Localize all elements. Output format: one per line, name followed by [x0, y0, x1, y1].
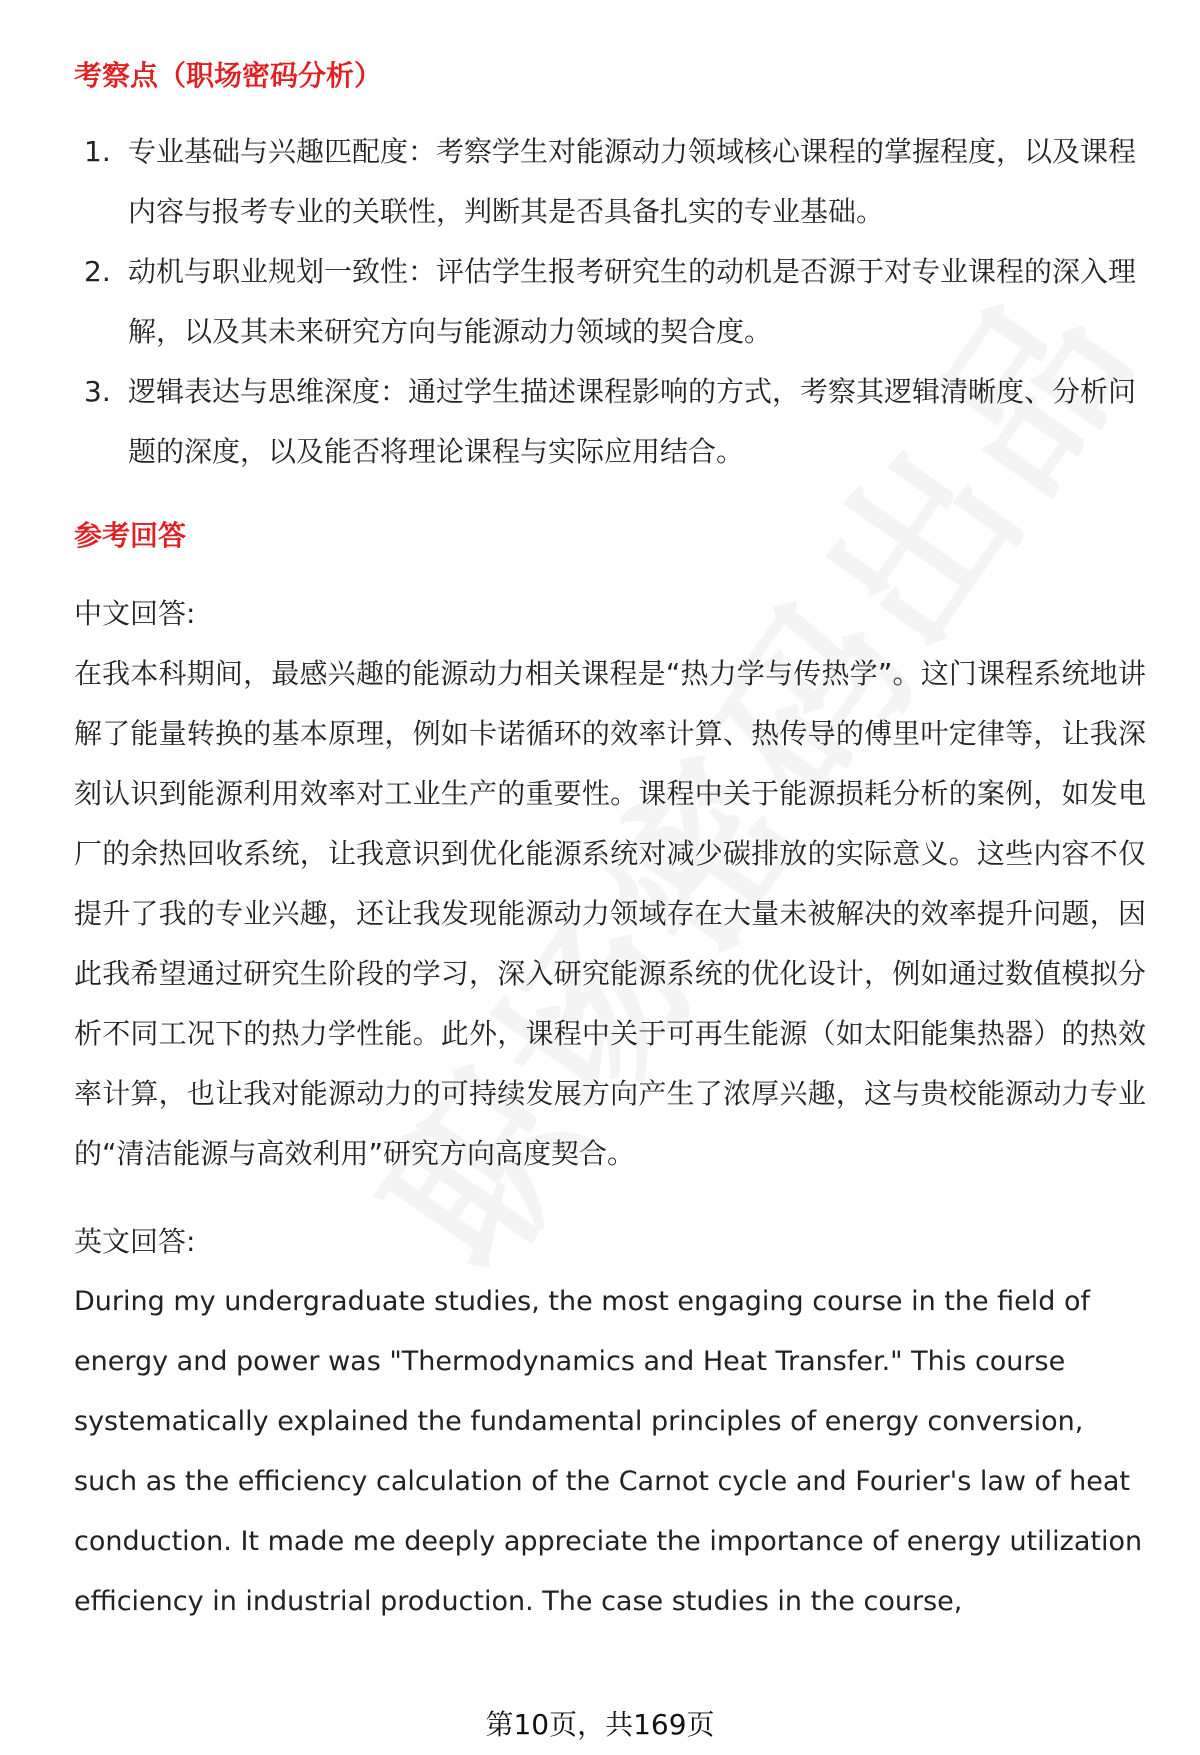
english-answer-text: During my undergraduate studies, the most engaging course in the field of energy and power was "Thermodynamics and Heat Transfer." This course systematically explained the fundamental principles of energy conversion, such as the efficiency calculation of the Carnot cycle and Fourier's law of heat conduction. It made me deeply appreciate the importance of energy utilization efficiency in industrial production. The case studies in the course,	[74, 1286, 1143, 1617]
page-number: 第10页，共169页	[485, 1708, 715, 1741]
chinese-answer-label: 中文回答:	[74, 597, 196, 630]
reference-answer-heading: 参考回答	[74, 519, 187, 552]
english-answer-label: 英文回答:	[74, 1225, 196, 1258]
exam-points-heading: 考察点（职场密码分析）	[74, 59, 383, 92]
chinese-answer-text: 在我本科期间，最感兴趣的能源动力相关课程是“热力学与传热学”。这门课程系统地讲解了能量转换的基本原理，例如卡诺循环的效率计算、热传导的傅里叶定律等，让我深刻认识到能源利用效率对工业生产的重要性。课程中关于能源损耗分析的案例，如发电厂的余热回收系统，让我意识到优化能源系统对减少碳排放的实际意义。这些内容不仅提升了我的专业兴趣，还让我发现能源动力领域存在大量未被解决的效率提升问题，因此我希望通过研究生阶段的学习，深入研究能源系统的优化设计，例如通过数值模拟分析不同工况下的热力学性能。此外，课程中关于可再生能源（如太阳能集热器）的热效率计算，也让我对能源动力的可持续发展方向产生了浓厚兴趣，这与贵校能源动力专业的“清洁能源与高效利用”研究方向高度契合。	[74, 657, 1146, 1170]
list-item	[74, 122, 1146, 242]
list-item-number: 2.	[84, 255, 111, 288]
document-page	[74, 56, 1146, 1632]
list-item-number: 3.	[84, 375, 111, 408]
list-item-number: 1.	[84, 135, 111, 168]
list-item	[74, 362, 1146, 482]
list-item-text: 专业基础与兴趣匹配度：考察学生对能源动力领域核心课程的掌握程度，以及课程内容与报考专业的关联性，判断其是否具备扎实的专业基础。	[128, 135, 1137, 228]
exam-points-list	[74, 122, 1146, 482]
list-item-text: 逻辑表达与思维深度：通过学生描述课程影响的方式，考察其逻辑清晰度、分析问题的深度，以及能否将理论课程与实际应用结合。	[128, 375, 1137, 468]
list-item-text: 动机与职业规划一致性：评估学生报考研究生的动机是否源于对专业课程的深入理解，以及其未来研究方向与能源动力领域的契合度。	[128, 255, 1137, 348]
list-item	[74, 242, 1146, 362]
